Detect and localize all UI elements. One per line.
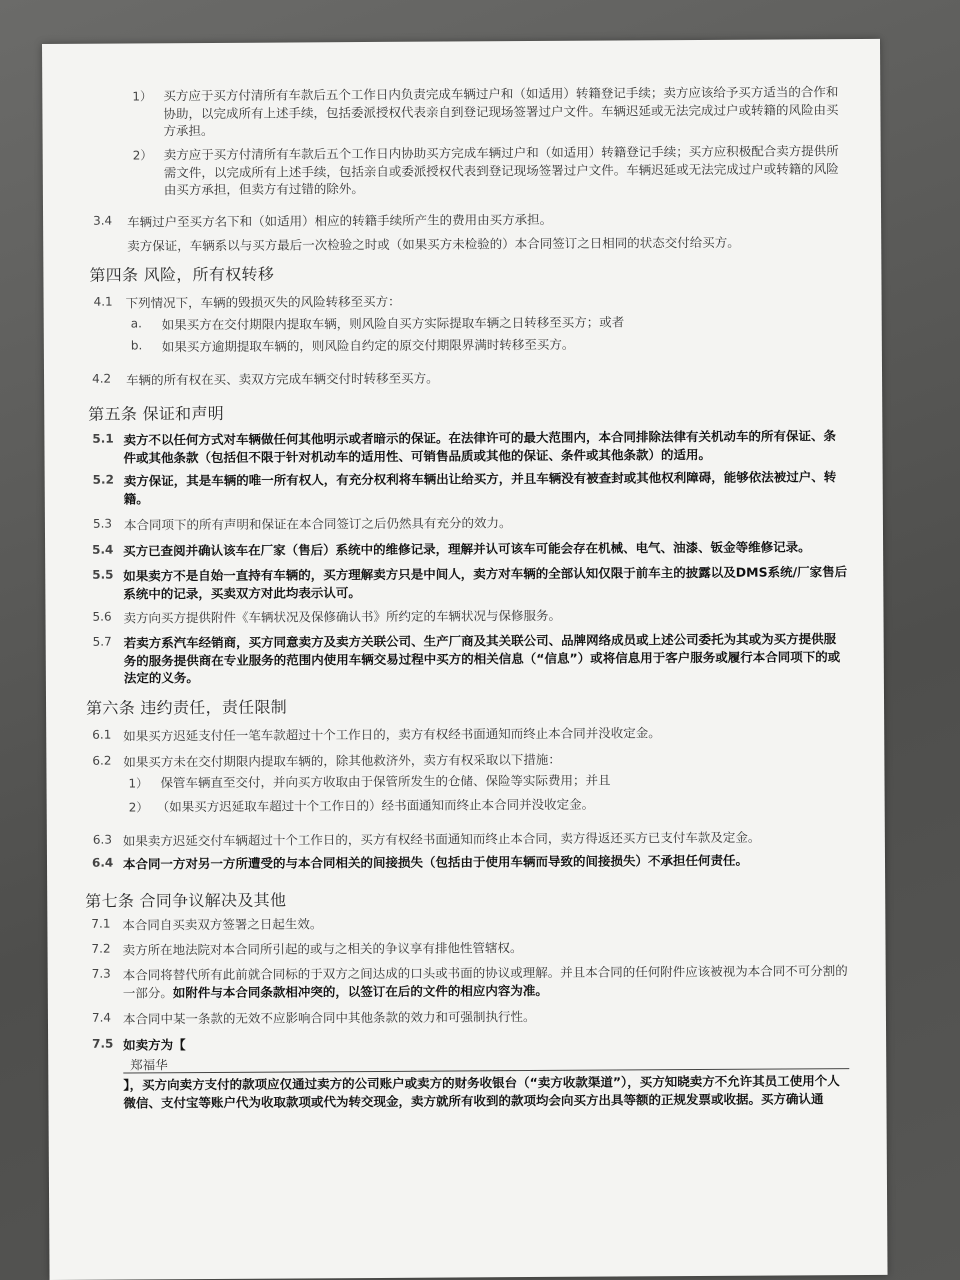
clause-6-3-text: 如果卖方迟延交付车辆超过十个工作日的，买方有权经书面通知而终止本合同，卖方得返还买方已支付车款及定金。 (122, 829, 761, 849)
clause-7-5-lead: 如卖方为【 (123, 1037, 186, 1053)
clause-7-4-number: 7.4 (91, 1010, 112, 1025)
clause-5-2-number: 5.2 (92, 472, 114, 487)
clause-4-1-b-number: b. (130, 338, 143, 353)
item-1-text: 买方应于买方付清所有车款后五个工作日内负责完成车辆过户和（如适用）转籍登记手续；卖方应该给予买方适当的合作和协助，以完成所有上述手续，包括委派授权代表亲自到登记现场签署过户文件。车辆迟延或无法完成过户或转籍的风险由买方承担。 (163, 84, 839, 139)
clause-7-3-text-bold: 如附件与本合同条款相冲突的，以签订在后的文件的相应内容为准。 (172, 982, 548, 1000)
article-6-title: 第六条 违约责任，责任限制 (86, 697, 288, 718)
clause-5-4-number: 5.4 (92, 542, 114, 557)
clause-6-2-number: 6.2 (92, 753, 112, 768)
clause-6-2-2-text: （如果买方迟延取车超过十个工作日的）经书面通知而终止本合同并没收定金。 (156, 796, 595, 815)
clause-4-2-text: 车辆的所有权在买、卖双方完成车辆交付时转移至买方。 (126, 370, 439, 388)
clause-5-6-number: 5.6 (92, 609, 112, 624)
clause-5-3-text: 本合同项下的所有声明和保证在本合同签订之后仍然具有充分的效力。 (123, 515, 512, 533)
clause-5-5-text: 如果卖方不是自始一直持有车辆的，买方理解卖方只是中间人，卖方对车辆的全部认知仅限于前车主的披露以及DMS系统/厂家售后系统中的记录，买卖双方对此均表示认可。 (123, 564, 848, 602)
clause-7-2-number: 7.2 (91, 941, 111, 956)
clause-5-4-text: 买方已查阅并确认该车在厂家（售后）系统中的维修记录，理解并认可该车可能会存在机械、电气、油漆、钣金等维修记录。 (123, 539, 811, 559)
clause-3-4-number: 3.4 (93, 213, 113, 228)
clause-7-1-text: 本合同自买卖双方签署之日起生效。 (122, 916, 323, 933)
clause-5-7-text: 若卖方系汽车经销商，买方同意卖方及卖方关联公司、生产厂商及其关联公司、品牌网络成员或上述公司委托为其或为买方提供服务的服务提供商在专业服务的范围内使用车辆交易过程中买方的相关信息（“信息”）或将信息用于客户服务或履行本合同项下的或法定的义务。 (123, 631, 841, 686)
clause-5-3-number: 5.3 (92, 516, 113, 531)
clause-6-2-1-number: 1） (128, 776, 149, 791)
clause-5-5-number: 5.5 (92, 567, 114, 582)
clause-7-3-text-plain: 本合同将替代所有此前就合同标的于双方之间达成的口头或书面的协议或理解。并且本合同的任何附件应该被视为本合同不可分割的一部分。 (122, 963, 848, 1001)
clause-7-5-number: 7.5 (92, 1036, 114, 1051)
clause-3-4-line2: 卖方保证，车辆系以与买方最后一次检验之时或（如果买方未检验的）本合同签订之日相同的状态交付给买方。 (127, 234, 740, 254)
clause-5-7-number: 5.7 (92, 634, 112, 649)
clause-6-4-text: 本合同一方对另一方所遭受的与本合同相关的间接损失（包括由于使用车辆而导致的间接损失）不承担任何责任。 (122, 852, 749, 872)
article-7-title: 第七条 合同争议解决及其他 (85, 890, 287, 911)
clause-3-4-line1: 车辆过户至买方名下和（如适用）相应的转籍手续所产生的费用由买方承担。 (127, 211, 553, 230)
clause-7-5-text: 】，买方向卖方支付的款项应仅通过卖方的公司账户或卖方的财务收银台（“卖方收款渠道”），买方知晓卖方不允许其员工使用个人微信、支付宝等账户代为收取款项或代为转交现金，卖方就所有收到的款项均会向买方出具等额的正规发票或收据。买方确认通 (123, 1073, 840, 1111)
item-2-text: 卖方应于买方付清所有车款后五个工作日内协助买方完成车辆过户和（如适用）转籍登记手续；买方应积极配合卖方提供所需文件，以完成所有上述手续，包括亲自或委派授权代表到登记现场签署过户文件。车辆迟延或无法完成过户或转籍的风险由买方承担，但卖方有过错的除外。 (163, 143, 839, 198)
clause-6-3-number: 6.3 (92, 832, 112, 847)
article-4-title: 第四条 风险，所有权转移 (89, 264, 275, 285)
item-2-number: 2） (132, 148, 153, 163)
clause-4-2-number: 4.2 (92, 371, 112, 386)
clause-5-6-text: 卖方向买方提供附件《车辆状况及保修确认书》所约定的车辆状况与保修服务。 (123, 607, 562, 626)
clause-6-2-2-number: 2） (128, 800, 149, 815)
clause-4-1-a-text: 如果买方在交付期限内提取车辆，则风险自买方实际提取车辆之日转移至买方；或者 (161, 314, 625, 333)
item-1-number: 1） (132, 89, 153, 104)
clause-4-1-text: 下列情况下，车辆的毁损灭失的风险转移至买方： (125, 293, 401, 311)
clause-5-1-text: 卖方不以任何方式对车辆做任何其他明示或者暗示的保证。在法律许可的最大范围内，本合同排除法律有关机动车的所有保证、条件或其他条款（包括但不限于针对机动车的适用性、可销售品质或其他的保证、条件或其他条款）的适用。 (123, 428, 836, 466)
clause-4-1-b-text: 如果买方逾期提取车辆的，则风险自约定的原交付期限界满时转移至买方。 (161, 336, 575, 355)
clause-6-2-1-text: 保管车辆直至交付，并向买方收取由于保管所发生的仓储、保险等实际费用；并且 (160, 772, 611, 791)
clause-7-3-number: 7.3 (91, 966, 111, 981)
clause-4-1-a-number: a. (130, 316, 142, 331)
clause-5-1-number: 5.1 (92, 431, 114, 446)
article-5-title: 第五条 保证和声明 (88, 403, 225, 424)
clause-6-1-text: 如果买方迟延支付任一笔车款超过十个工作日的，卖方有权经书面通知而终止本合同并没收定金。 (123, 725, 661, 744)
clause-5-2-text: 卖方保证，其是车辆的唯一所有权人，有充分权利将车辆出让给买方，并且车辆没有被查封或其他权利障碍，能够依法被过户、转籍。 (123, 469, 837, 507)
contract-page (42, 39, 888, 1280)
clause-7-1-number: 7.1 (91, 916, 111, 931)
clause-7-2-text: 卖方所在地法院对本合同所引起的或与之相关的争议享有排他性管辖权。 (122, 940, 523, 958)
clause-7-3-text (123, 962, 849, 1001)
clause-6-2-text: 如果买方未在交付期限内提取车辆的，除其他救济外，卖方有权采取以下措施： (123, 751, 561, 770)
clause-6-1-number: 6.1 (92, 727, 112, 742)
seller-name-field: 郑福华 (130, 1057, 168, 1073)
clause-7-4-text: 本合同中某一条款的无效不应影响合同中其他条款的效力和可强制执行性。 (122, 1009, 536, 1027)
clause-6-4-number: 6.4 (91, 855, 114, 870)
clause-4-1-number: 4.1 (93, 294, 113, 309)
